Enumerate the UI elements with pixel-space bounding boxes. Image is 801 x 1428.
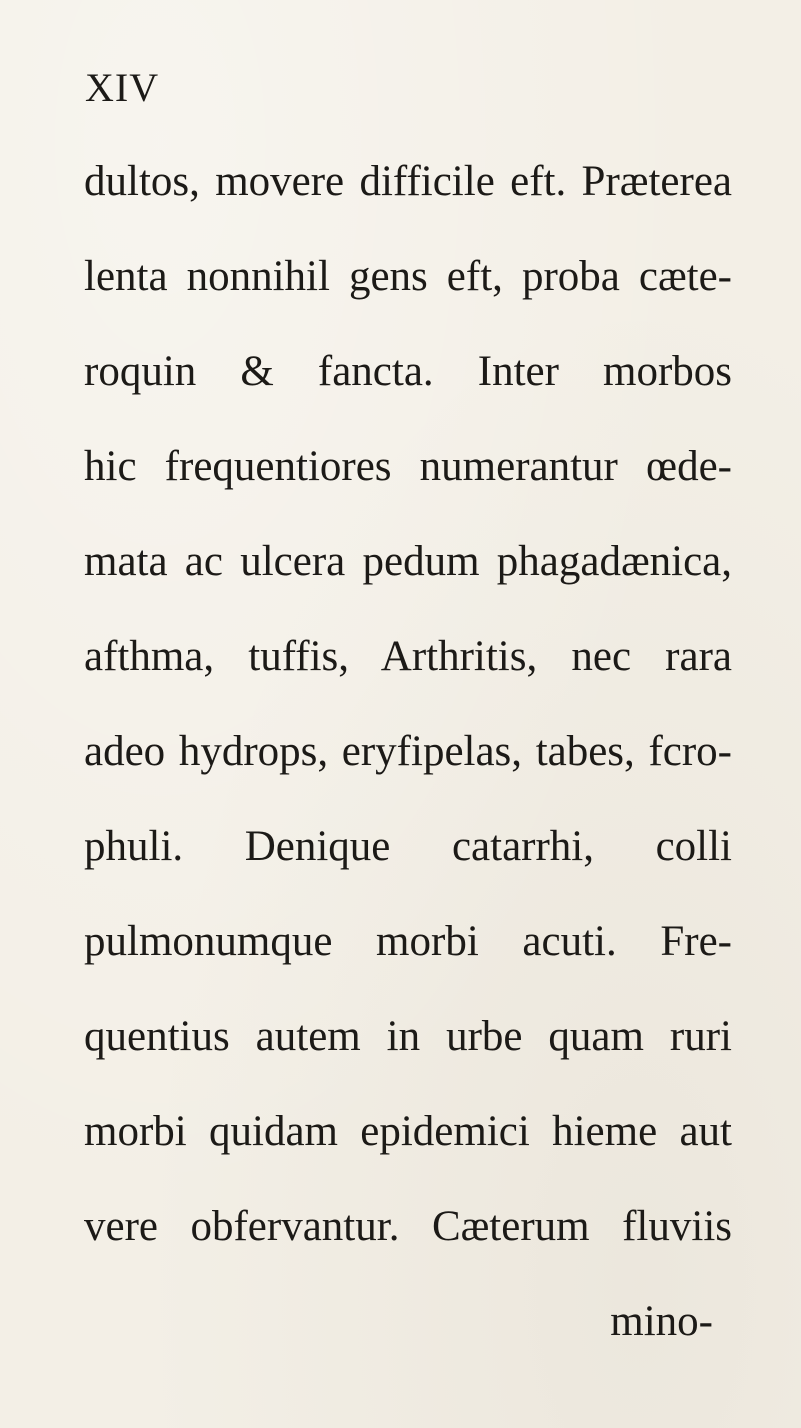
text-line-6: afthma, tuffis, Arthritis, nec rara <box>84 633 732 680</box>
text-line-9: pulmonumque morbi acuti. Fre- <box>84 918 732 965</box>
text-line-7: adeo hydrops, eryfipelas, tabes, fcro- <box>84 728 732 775</box>
page-number: XIV <box>85 65 160 110</box>
catchword: mino- <box>610 1298 713 1345</box>
text-line-12: vere obfervantur. Cæterum fluviis <box>84 1203 732 1250</box>
text-line-11: morbi quidam epidemici hieme aut <box>84 1108 732 1155</box>
text-line-1: dultos, movere difficile eft. Præterea <box>84 158 732 205</box>
text-line-8: phuli. Denique catarrhi, colli <box>84 823 732 870</box>
text-line-2: lenta nonnihil gens eft, proba cæte- <box>84 253 732 300</box>
text-line-10: quentius autem in urbe quam ruri <box>84 1013 732 1060</box>
text-line-4: hic frequentiores numerantur œde- <box>84 443 732 490</box>
text-line-5: mata ac ulcera pedum phagadænica, <box>84 538 732 585</box>
text-line-3: roquin & fancta. Inter morbos <box>84 348 732 395</box>
